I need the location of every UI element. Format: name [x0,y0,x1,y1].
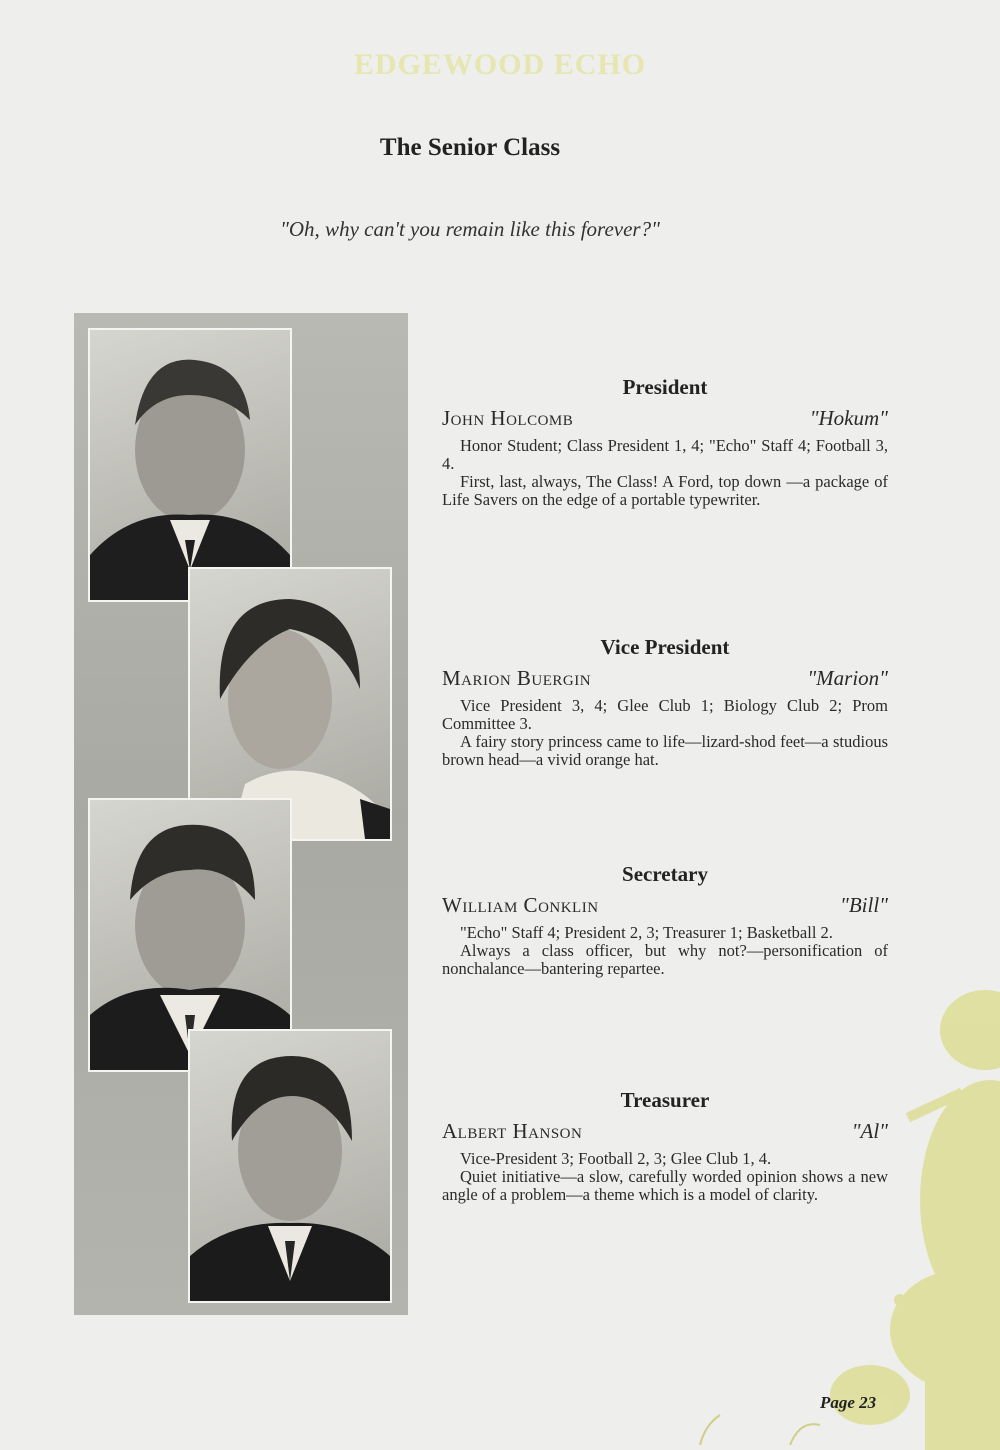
page-title: The Senior Class [379,134,561,161]
student-nickname: "Bill" [840,893,888,917]
activities-text: "Echo" Staff 4; President 2, 3; Treasurer 1; Basketball 2. [460,923,833,942]
office-title: Treasurer [620,1088,710,1112]
description-text: Quiet initiative—a slow, carefully worded opinion shows a new angle of a problem—a theme which is a model of clarity. [442,1167,888,1204]
portrait-treasurer [188,1029,392,1303]
student-nickname: "Hokum" [809,406,888,430]
name-row [442,1119,888,1144]
name-row [442,893,888,918]
running-header: EDGEWOOD ECHO [353,48,647,81]
officer-entry-treasurer [442,1088,888,1204]
officer-entry-president [442,375,888,509]
portrait-president [88,328,292,602]
student-name: John Holcomb [442,406,574,430]
officer-entry-vice-president [442,635,888,769]
name-row [442,666,888,691]
activities-text: Vice-President 3; Football 2, 3; Glee Club 1, 4. [460,1149,772,1168]
office-title: Secretary [622,862,708,886]
student-nickname: "Marion" [807,666,888,690]
name-row [442,406,888,431]
description-text: Always a class officer, but why not?—personification of nonchalance—bantering repartee. [442,941,888,978]
student-name: William Conklin [442,893,599,917]
page-number: Page 23 [820,1393,877,1412]
office-title: President [622,375,708,399]
activities-text: Honor Student; Class President 1, 4; "Echo" Staff 4; Football 3, 4. [442,436,888,473]
description-text: A fairy story princess came to life—lizard-shod feet—a studious brown head—a vivid orange hat. [442,732,888,769]
portrait-collage [74,313,408,1315]
office-title: Vice President [600,635,730,659]
activities-text: Vice President 3, 4; Glee Club 1; Biology Club 2; Prom Committee 3. [442,696,888,733]
description-text: First, last, always, The Class! A Ford, top down —a package of Life Savers on the edge of a portable typewriter. [442,472,888,509]
student-name: Albert Hanson [442,1119,583,1143]
student-name: Marion Buergin [442,666,592,690]
student-nickname: "Al" [851,1119,888,1143]
epigraph: "Oh, why can't you remain like this forever?" [280,217,660,241]
officer-entry-secretary [442,862,888,978]
